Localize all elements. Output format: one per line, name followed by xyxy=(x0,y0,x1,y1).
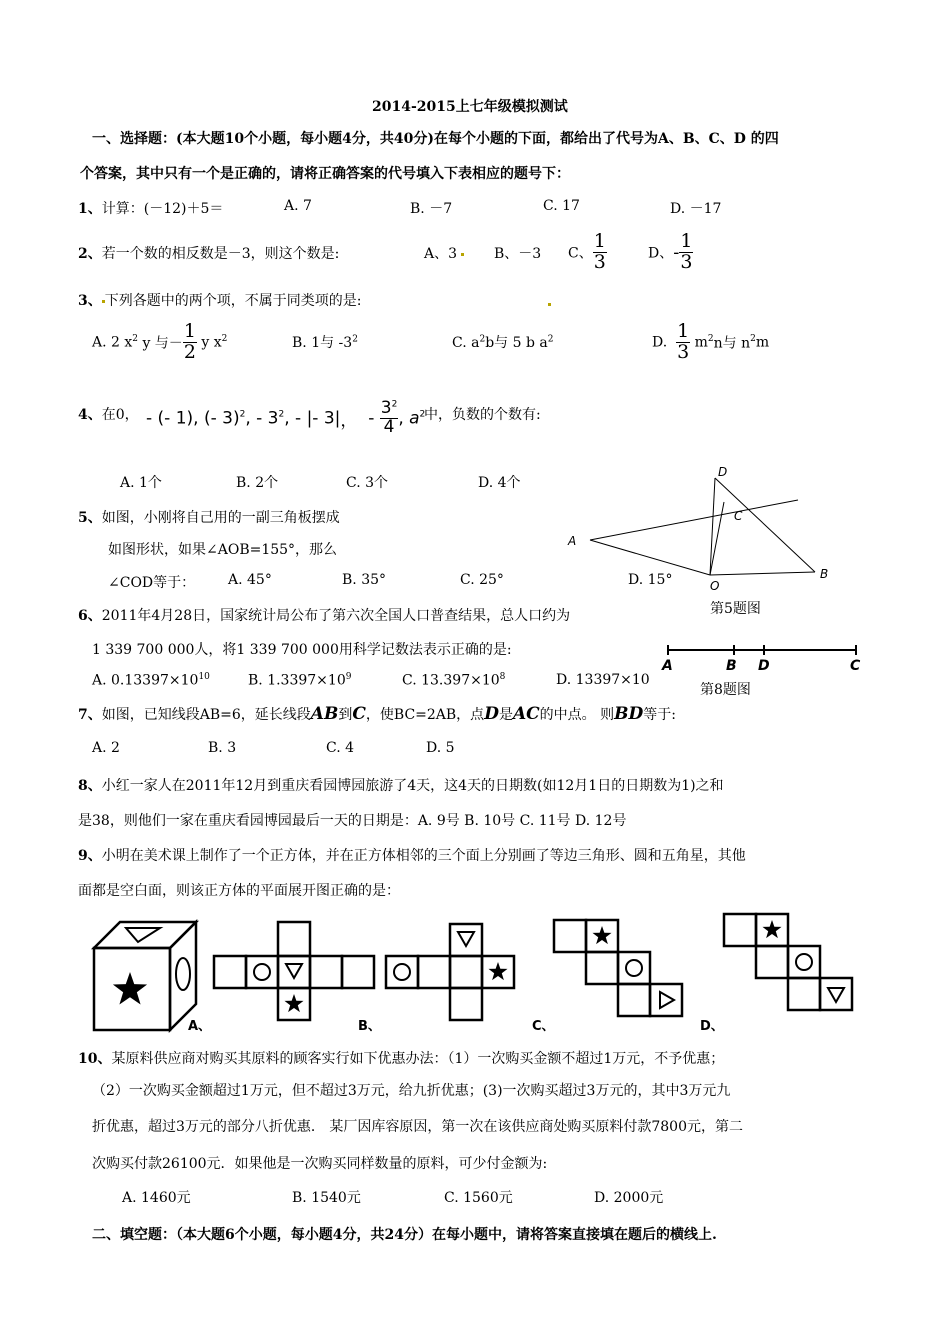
star-icon xyxy=(284,994,303,1012)
q3-d-part2: n与 n xyxy=(713,335,751,352)
label-A: A xyxy=(568,534,577,548)
q10-option-a: A. 1460元 xyxy=(122,1190,191,1206)
triangle-icon xyxy=(126,928,160,942)
q6-option-a xyxy=(92,672,210,689)
section1-line1: 一、选择题：(本大题10个小题，每小题4分，共40分)在每个小题的下面，都给出了代号为A、B、C、D 的四 xyxy=(92,131,779,147)
triangle-icon xyxy=(660,992,674,1008)
comma: ， xyxy=(340,410,358,431)
line-DB xyxy=(715,478,815,572)
q3-a-part1: A. 2 x xyxy=(92,334,133,351)
q3-c-part2: b与 5 b a xyxy=(485,335,548,351)
figure-5-triangles xyxy=(560,460,850,595)
q1-number: 1、 xyxy=(78,201,102,217)
q4-option-d: D. 4个 xyxy=(478,475,521,491)
label-B: B、 xyxy=(358,1019,381,1034)
q1-option-c: C. 17 xyxy=(543,198,580,214)
q1-text: 计算：(－12)＋5＝ xyxy=(101,201,224,217)
fraction-denominator: 4 xyxy=(383,416,395,437)
q5-option-d: D. 15° xyxy=(628,572,673,588)
q1 xyxy=(78,198,223,218)
q3-d-fraction xyxy=(676,322,690,363)
exponent: 2 xyxy=(547,334,554,345)
label-O: O xyxy=(710,579,720,593)
exponent: 2 xyxy=(278,409,285,420)
q3 xyxy=(78,290,361,310)
q6-number: 6、 xyxy=(78,608,102,624)
q6-line2: 1 339 700 000人，将1 339 700 000用科学记数法表示正确的是: xyxy=(92,642,512,658)
star-icon xyxy=(592,926,611,944)
section1-line2: 个答案，其中只有一个是正确的，请将正确答案的代号填入下表相应的题号下： xyxy=(80,166,570,182)
exponent: 2 xyxy=(750,333,756,344)
circle-icon xyxy=(626,960,642,976)
q7-text: 如图，已知线段AB=6，延长线段 xyxy=(101,707,311,723)
fraction-denominator: 2 xyxy=(183,340,196,363)
q5-option-c: C. 25° xyxy=(460,572,504,588)
q2-option-c-fraction xyxy=(593,232,607,273)
exponent: 2 xyxy=(479,334,486,345)
q3-text: 下列各题中的两个项，不属于同类项的是: xyxy=(104,293,362,309)
q8 xyxy=(78,775,724,795)
q3-d-part3: m xyxy=(755,334,770,351)
exponent: 2 xyxy=(239,409,246,420)
minus-sign: - xyxy=(368,408,375,429)
q10-text: 某原料供应商对购买其原料的顾客实行如下优惠办法：（1）一次购买金额不超过1万元，不予优惠； xyxy=(111,1051,725,1067)
star-icon xyxy=(488,962,507,980)
exponent: 9 xyxy=(345,672,352,682)
q9-figures xyxy=(88,908,878,1038)
q5-line3: ∠COD等于： xyxy=(108,575,196,591)
label-D: D xyxy=(718,465,728,479)
label-B: B xyxy=(726,658,737,674)
label-A: A xyxy=(662,658,673,674)
q5-option-a: A. 45° xyxy=(228,572,272,588)
q7-option-a: A. 2 xyxy=(92,740,120,756)
label-B: B xyxy=(820,567,829,581)
fraction-numerator: 1 xyxy=(593,230,606,252)
star-icon xyxy=(113,972,147,1005)
q2-option-d-fraction xyxy=(679,232,693,273)
triangle-icon xyxy=(458,932,474,946)
q6-a-text: A. 0.13397×10 xyxy=(92,672,199,689)
line-AC xyxy=(590,500,798,540)
label-C: C xyxy=(734,509,743,523)
q5-option-b: B. 35° xyxy=(342,572,387,588)
q4-tail: 中，负数的个数有: xyxy=(424,407,541,423)
q6-option-b xyxy=(248,672,351,689)
fraction-numerator: 1 xyxy=(677,320,690,342)
fraction-numerator: 3 xyxy=(380,398,392,418)
figure-8-caption: 第8题图 xyxy=(700,682,751,698)
q2-option-d xyxy=(648,232,693,273)
q3-b-text: B. 1与 -3 xyxy=(292,335,353,351)
label-D: D xyxy=(758,658,770,674)
q4-expr-part3: , - |- 3| xyxy=(284,408,341,429)
circle-icon xyxy=(254,964,270,980)
q5-number: 5、 xyxy=(78,510,102,526)
q4-expression xyxy=(146,400,425,437)
q10 xyxy=(78,1048,724,1068)
q3-number: 3、 xyxy=(78,293,102,309)
line-AO xyxy=(590,540,710,575)
q4-fraction xyxy=(380,400,399,437)
cube-side-face xyxy=(170,922,196,1030)
q10-option-b: B. 1540元 xyxy=(292,1190,361,1206)
q10-option-d: D. 2000元 xyxy=(594,1190,664,1206)
q3-option-d xyxy=(652,322,769,363)
q9-number: 9、 xyxy=(78,848,102,864)
q3-d-label: D. xyxy=(652,334,668,351)
q2-option-c-label: C、 xyxy=(568,245,593,262)
circle-icon xyxy=(176,958,190,990)
q7-AC: AC xyxy=(512,704,540,724)
q10-line3: 折优惠，超过3万元的部分八折优惠． 某厂因库容原因，第一次在该供应商处购买原料付款7800元，第二 xyxy=(92,1119,743,1135)
q4-expr-part2: , - 3 xyxy=(245,408,279,429)
q2-option-a-text: A、3 xyxy=(424,246,458,262)
q5-text: 如图，小刚将自己用的一副三角板摆成 xyxy=(101,510,340,526)
q7-is: 是 xyxy=(498,707,513,723)
q4-option-c: C. 3个 xyxy=(346,475,389,491)
comma: , xyxy=(398,408,404,429)
minus-sign: - xyxy=(673,241,680,263)
net-B xyxy=(386,924,514,1020)
q6-option-c xyxy=(402,672,505,689)
star-icon xyxy=(762,920,781,938)
q10-option-c: C. 1560元 xyxy=(444,1190,513,1206)
q7-option-d: D. 5 xyxy=(426,740,455,756)
cube-figure xyxy=(94,922,196,1030)
stray-dot xyxy=(461,253,464,256)
net-A xyxy=(214,922,374,1020)
q7-end: 等于: xyxy=(643,707,676,723)
q3-a-part3: y x xyxy=(196,334,222,351)
q9-text: 小明在美术课上制作了一个正方体，并在正方体相邻的三个面上分别画了等边三角形、圆和五角星，其他 xyxy=(101,848,746,864)
exponent: 2 xyxy=(707,333,714,344)
q7-option-b: B. 3 xyxy=(208,740,237,756)
triangle-icon xyxy=(828,988,844,1002)
circle-icon xyxy=(796,954,812,970)
q8-line2: 是38，则他们一家在重庆看园博园最后一天的日期是：A. 9号 B. 10号 C. 11号 D. 12号 xyxy=(78,813,627,829)
net-C xyxy=(554,920,682,1016)
q4-option-a: A. 1个 xyxy=(120,475,162,491)
label-C: C、 xyxy=(532,1019,555,1034)
q7-BD: BD xyxy=(614,704,644,724)
q2-text: 若一个数的相反数是－3，则这个数是: xyxy=(101,246,340,262)
exponent: 2 xyxy=(221,333,228,344)
q7-mid2: 的中点。 则 xyxy=(539,707,615,723)
line-OB xyxy=(710,572,815,575)
q6-option-d: D. 13397×10 xyxy=(556,672,650,688)
q6-c-text: C. 13.397×10 xyxy=(402,672,500,689)
fraction-denominator: 3 xyxy=(680,250,693,273)
q4-number: 4、 xyxy=(78,407,102,423)
q6-text: 2011年4月28日，国家统计局公布了第六次全国人口普查结果，总人口约为 xyxy=(101,608,571,624)
q7 xyxy=(78,704,676,724)
q4-option-b: B. 2个 xyxy=(236,475,279,491)
q2-option-d-label: D、 xyxy=(648,245,674,262)
q2-option-b: B、－3 xyxy=(494,246,542,262)
circle-icon xyxy=(394,964,410,980)
q1-option-d: D. －17 xyxy=(670,201,722,217)
q1-option-a: A. 7 xyxy=(284,198,312,214)
fraction-numerator: 1 xyxy=(183,320,196,342)
fraction-denominator: 3 xyxy=(677,340,690,363)
q4-expr-part1: - (- 1), (- 3) xyxy=(146,408,240,429)
cube-top-face xyxy=(94,922,196,948)
exponent: 2 xyxy=(132,333,138,344)
q7-option-c: C. 4 xyxy=(326,740,355,756)
q5 xyxy=(78,507,340,527)
q2-option-c xyxy=(568,232,607,273)
label-A: A、 xyxy=(188,1019,212,1034)
q7-number: 7、 xyxy=(78,707,102,723)
q2-option-a xyxy=(424,243,464,263)
q2-number: 2、 xyxy=(78,246,102,262)
q8-text: 小红一家人在2011年12月到重庆看园博园旅游了4天，这4天的日期数(如12月1日的日期数为1)之和 xyxy=(101,778,724,794)
stray-dot xyxy=(548,296,551,312)
page-title: 2014-2015上七年级模拟测试 xyxy=(372,99,568,115)
q7-to: 到 xyxy=(338,707,353,723)
q3-c-part1: C. a xyxy=(452,335,480,351)
q10-number: 10、 xyxy=(78,1051,112,1067)
q5-line2: 如图形状，如果∠AOB=155°，那么 xyxy=(108,542,338,558)
q3-d-part1: m xyxy=(690,334,708,351)
q6-b-text: B. 1.3397×10 xyxy=(248,672,346,689)
q4-text: 在0， xyxy=(101,407,139,423)
exponent: 8 xyxy=(499,672,506,682)
q3-option-a xyxy=(92,322,227,363)
q7-AB: AB xyxy=(310,704,339,724)
triangle-icon xyxy=(286,964,302,978)
q2 xyxy=(78,243,339,263)
label-D: D、 xyxy=(700,1019,724,1034)
variable-a: a xyxy=(409,408,420,429)
q6 xyxy=(78,605,570,625)
figure-5-caption: 第5题图 xyxy=(710,601,761,617)
q10-line4: 次购买付款26100元．如果他是一次购买同样数量的原料，可少付金额为: xyxy=(92,1156,548,1172)
q3-option-b xyxy=(292,332,358,352)
q10-line2: （2）一次购买金额超过1万元，但不超过3万元，给九折优惠；(3)一次购买超过3万元的，其中3万元九 xyxy=(92,1083,731,1099)
q1-option-b: B. －7 xyxy=(410,201,453,217)
net-D xyxy=(724,914,852,1010)
exponent: 2 xyxy=(391,399,398,410)
q7-mid: ，使BC=2AB，点 xyxy=(365,707,485,723)
label-C: C xyxy=(850,658,861,674)
exponent: 10 xyxy=(198,672,210,682)
q4 xyxy=(78,404,139,424)
q9 xyxy=(78,845,746,865)
q3-option-c xyxy=(452,332,553,352)
figure-8-segment xyxy=(660,640,865,676)
exponent: 2 xyxy=(419,409,426,420)
exponent: 2 xyxy=(352,334,358,345)
section2-line1: 二、填空题：（本大题6个小题，每小题4分，共24分）在每小题中，请将答案直接填在题后的横线上. xyxy=(92,1227,717,1243)
q7-C: C xyxy=(352,704,366,724)
q9-line2: 面都是空白面，则该正方体的平面展开图正确的是： xyxy=(78,883,400,899)
fraction-numerator: 1 xyxy=(680,230,693,252)
q8-number: 8、 xyxy=(78,778,102,794)
q3-a-part2: y 与－ xyxy=(138,335,183,352)
q7-D: D xyxy=(484,704,499,724)
q3-a-fraction xyxy=(183,322,197,363)
fraction-denominator: 3 xyxy=(593,250,606,273)
